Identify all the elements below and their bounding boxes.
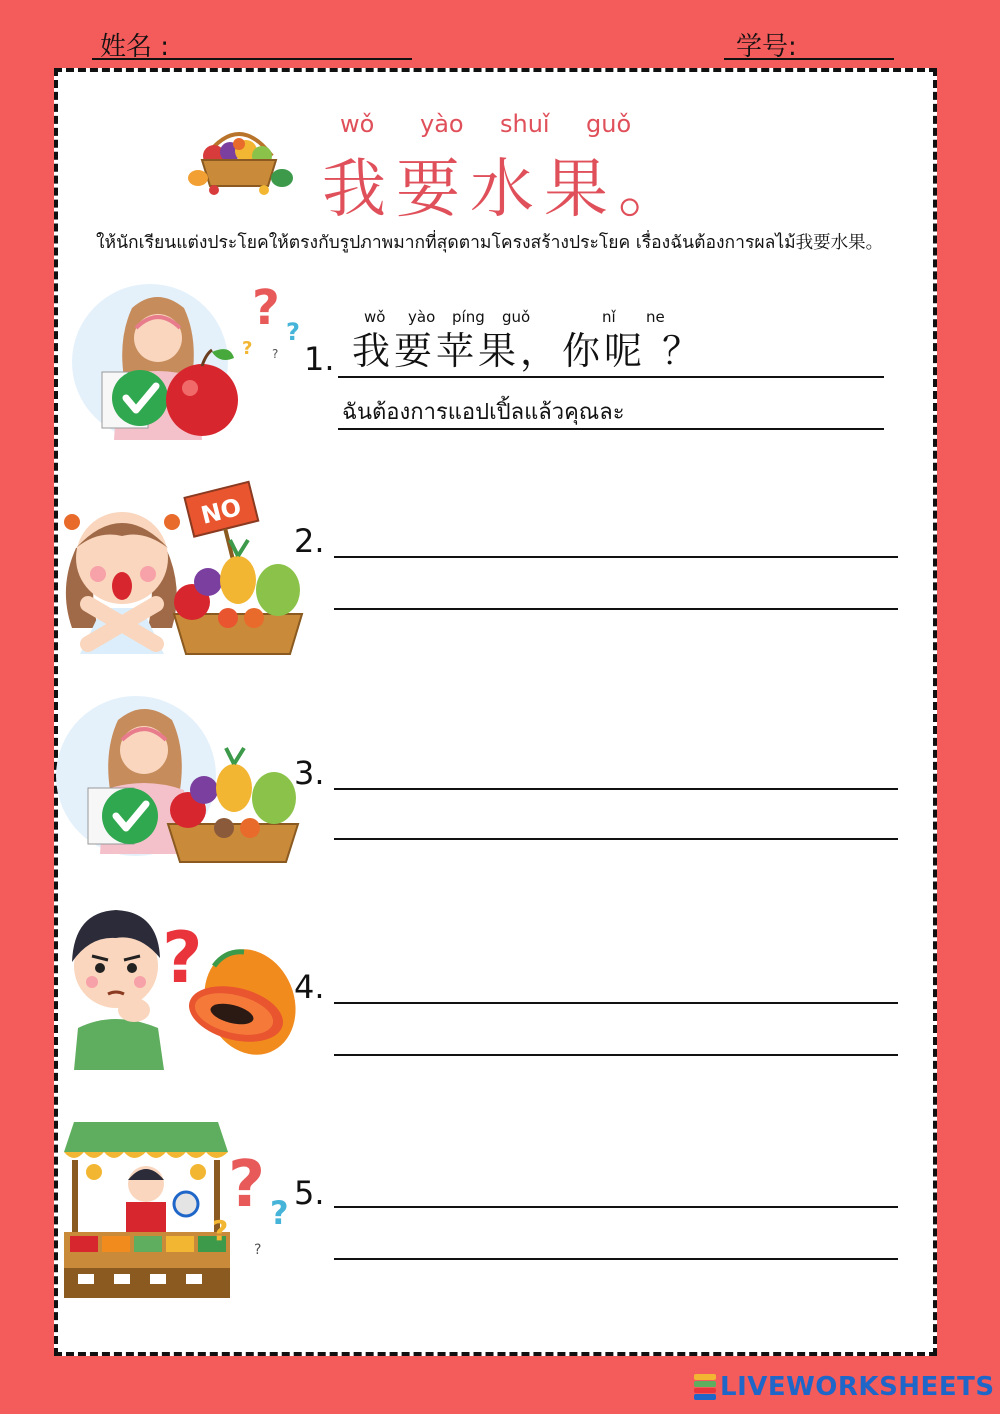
title-pinyin: yào — [420, 110, 464, 138]
example-pinyin: guǒ — [502, 308, 531, 326]
exercise-4-number: 4. — [294, 968, 325, 1006]
exercise-5-image — [64, 1120, 304, 1305]
answer-line-1b[interactable] — [338, 428, 884, 430]
liveworksheets-brand: LIVEWORKSHEETS — [720, 1372, 995, 1402]
example-pinyin: ne — [646, 308, 665, 326]
answer-line-4a[interactable] — [334, 1002, 898, 1004]
svg-text:?: ? — [228, 1148, 266, 1222]
answer-line-1a[interactable] — [338, 376, 884, 378]
instruction-text: ให้นักเรียนแต่งประโยคให้ตรงกับรูปภาพมากที่สุดตามโครงสร้างประโยค เรื่องฉันต้องการผลไม้我要水果。 — [96, 233, 884, 253]
name-label: 姓名 : — [100, 32, 170, 62]
exercise-4-image — [54, 898, 299, 1073]
title-pinyin: shuǐ — [500, 110, 550, 138]
exercise-3-image — [52, 694, 302, 864]
svg-text:?: ? — [272, 347, 279, 361]
exercise-1-number: 1. — [304, 340, 335, 378]
answer-line-3a[interactable] — [334, 788, 898, 790]
student-number-label: 学号: — [736, 32, 797, 62]
example-pinyin: yào — [408, 308, 436, 326]
answer-line-5a[interactable] — [334, 1206, 898, 1208]
svg-text:?: ? — [286, 318, 300, 346]
exercise-1-image — [62, 282, 307, 442]
liveworksheets-logo-icon — [694, 1374, 716, 1400]
svg-text:?: ? — [212, 1214, 229, 1247]
answer-line-3b[interactable] — [334, 838, 898, 840]
example-chinese-sentence: 我要苹果，你呢 ？ — [352, 329, 705, 373]
answer-line-4b[interactable] — [334, 1054, 898, 1056]
svg-text:?: ? — [254, 1242, 262, 1258]
exercise-3-number: 3. — [294, 754, 325, 792]
answer-line-5b[interactable] — [334, 1258, 898, 1260]
svg-text:NO: NO — [198, 492, 245, 530]
title-chinese: 我要水果。 — [322, 153, 692, 227]
svg-text:?: ? — [242, 338, 253, 359]
answer-line-2b[interactable] — [334, 608, 898, 610]
svg-text:?: ? — [162, 917, 203, 999]
svg-text:?: ? — [252, 282, 280, 336]
example-thai-translation: ฉันต้องการแอปเปิ้ลแล้วคุณละ — [342, 400, 625, 425]
liveworksheets-logo[interactable] — [694, 1372, 995, 1402]
title-pinyin: wǒ — [340, 110, 375, 138]
exercise-5-number: 5. — [294, 1174, 325, 1212]
fruit-basket-icon — [184, 116, 294, 196]
title-pinyin: guǒ — [586, 110, 632, 138]
example-pinyin: nǐ — [602, 308, 616, 326]
example-pinyin: píng — [452, 308, 485, 326]
exercise-2-number: 2. — [294, 522, 325, 560]
answer-line-2a[interactable] — [334, 556, 898, 558]
title-pinyin-row — [322, 110, 662, 140]
example-pinyin: wǒ — [364, 308, 386, 326]
svg-text:?: ? — [270, 1194, 289, 1232]
exercise-2-image — [58, 478, 308, 658]
